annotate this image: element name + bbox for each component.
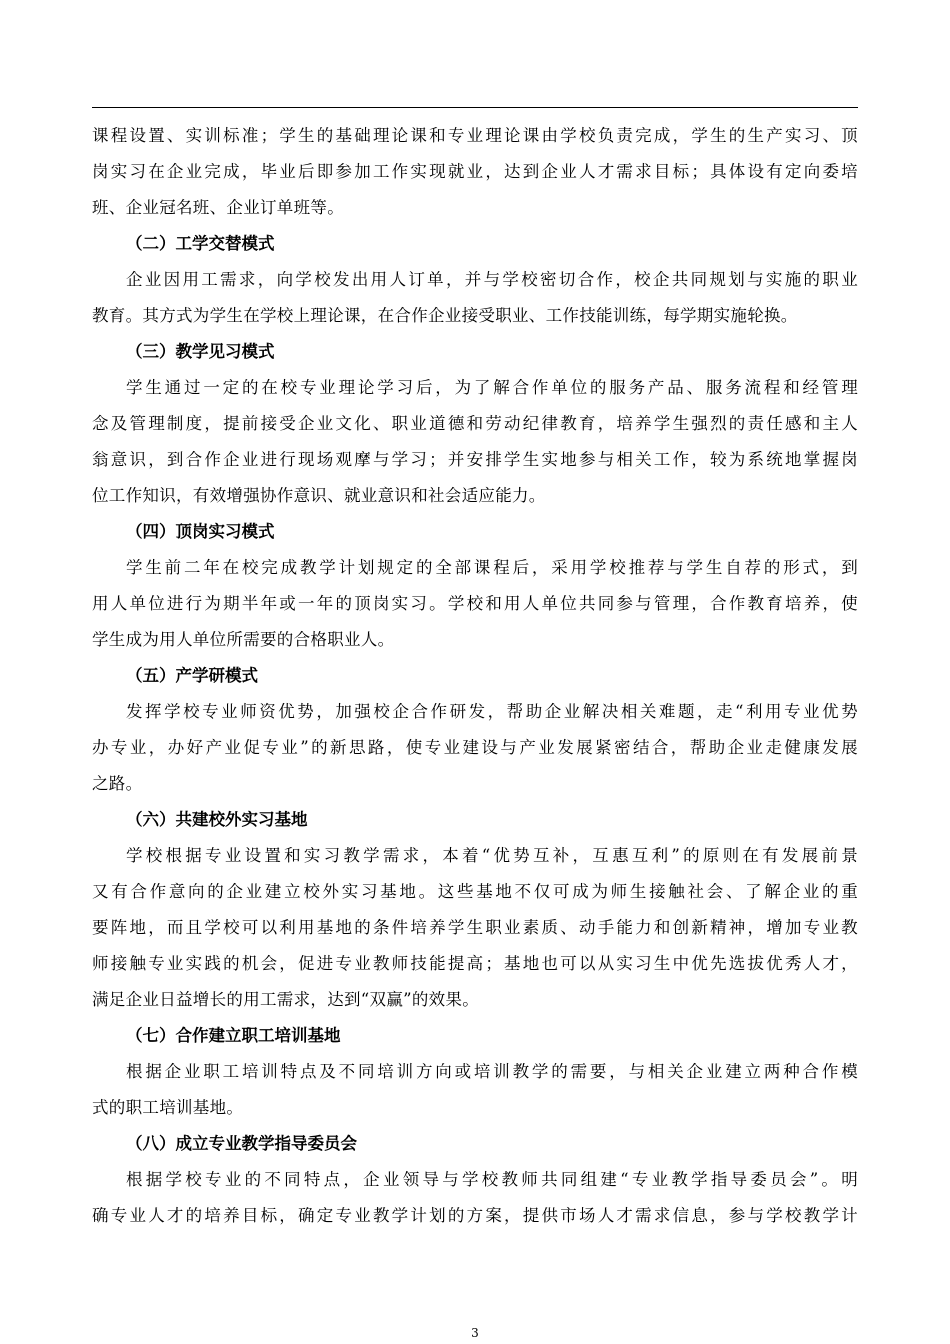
paragraph-line: 企业因用工需求，向学校发出用人订单，并与学校密切合作，校企共同规划与实施的职业 — [126, 270, 858, 289]
paragraph-line: 要阵地，而且学校可以利用基地的条件培养学生职业素质、动手能力和创新精神，增加专业教 — [92, 918, 858, 937]
paragraph-line: 用人单位进行为期半年或一年的顶岗实习。学校和用人单位共同参与管理，合作教育培养，使 — [92, 594, 858, 613]
section-heading: （三）教学见习模式 — [126, 342, 275, 361]
section-heading: （六）共建校外实习基地 — [126, 810, 308, 829]
paragraph-line: 满足企业日益增长的用工需求，达到“双赢”的效果。 — [92, 990, 480, 1009]
paragraph-line: 学生前二年在校完成教学计划规定的全部课程后，采用学校推荐与学生自荐的形式，到 — [126, 558, 858, 577]
paragraph-line: 之路。 — [92, 774, 143, 793]
paragraph-line: 学生通过一定的在校专业理论学习后，为了解合作单位的服务产品、服务流程和经管理 — [126, 378, 858, 397]
paragraph-line: 式的职工培训基地。 — [92, 1098, 244, 1117]
paragraph — [92, 118, 858, 226]
paragraph-line: 学校根据专业设置和实习教学需求，本着“优势互补，互惠互利”的原则在有发展前景 — [126, 846, 858, 865]
paragraph-line: 念及管理制度，提前接受企业文化、职业道德和劳动纪律教育，培养学生强烈的责任感和主人 — [92, 414, 858, 433]
paragraph-line: 翁意识，到合作企业进行现场观摩与学习；并安排学生实地参与相关工作，较为系统地掌握岗 — [92, 450, 858, 469]
section-heading: （八）成立专业教学指导委员会 — [126, 1134, 357, 1153]
paragraph — [92, 1054, 858, 1126]
header-rule — [92, 107, 858, 108]
section-heading: （七）合作建立职工培训基地 — [126, 1026, 341, 1045]
paragraph-line: 又有合作意向的企业建立校外实习基地。这些基地不仅可成为师生接触社会、了解企业的重 — [92, 882, 858, 901]
paragraph-line: 位工作知识，有效增强协作意识、就业意识和社会适应能力。 — [92, 486, 546, 505]
paragraph-line: 确专业人才的培养目标，确定专业教学计划的方案，提供市场人才需求信息，参与学校教学计 — [92, 1206, 858, 1225]
paragraph-line: 办专业，办好产业促专业”的新思路，使专业建设与产业发展紧密结合，帮助企业走健康发展 — [92, 738, 858, 757]
document-body — [92, 118, 858, 1234]
paragraph — [92, 550, 858, 658]
paragraph-line: 教育。其方式为学生在学校上理论课，在合作企业接受职业、工作技能训练，每学期实施轮换。 — [92, 306, 798, 325]
paragraph-line: 课程设置、实训标准；学生的基础理论课和专业理论课由学校负责完成，学生的生产实习、顶 — [92, 126, 858, 145]
paragraph — [92, 1162, 858, 1234]
paragraph-line: 发挥学校专业师资优势，加强校企合作研发，帮助企业解决相关难题，走“利用专业优势 — [126, 702, 858, 721]
paragraph-line: 岗实习在企业完成，毕业后即参加工作实现就业，达到企业人才需求目标；具体设有定向委培 — [92, 162, 858, 181]
section-heading: （二）工学交替模式 — [126, 234, 275, 253]
paragraph — [92, 370, 858, 514]
paragraph-line: 根据学校专业的不同特点，企业领导与学校教师共同组建“专业教学指导委员会”。明 — [126, 1170, 858, 1189]
paragraph-line: 班、企业冠名班、企业订单班等。 — [92, 198, 344, 217]
page-number: 3 — [471, 1326, 479, 1340]
paragraph-line: 师接触专业实践的机会，促进专业教师技能提高；基地也可以从实习生中优先选拔优秀人才， — [92, 954, 858, 973]
section-heading: （五）产学研模式 — [126, 666, 258, 685]
paragraph-line: 学生成为用人单位所需要的合格职业人。 — [92, 630, 395, 649]
paragraph — [92, 262, 858, 334]
paragraph — [92, 838, 858, 1018]
paragraph — [92, 694, 858, 802]
section-heading: （四）顶岗实习模式 — [126, 522, 275, 541]
paragraph-line: 根据企业职工培训特点及不同培训方向或培训教学的需要，与相关企业建立两种合作模 — [126, 1062, 858, 1081]
